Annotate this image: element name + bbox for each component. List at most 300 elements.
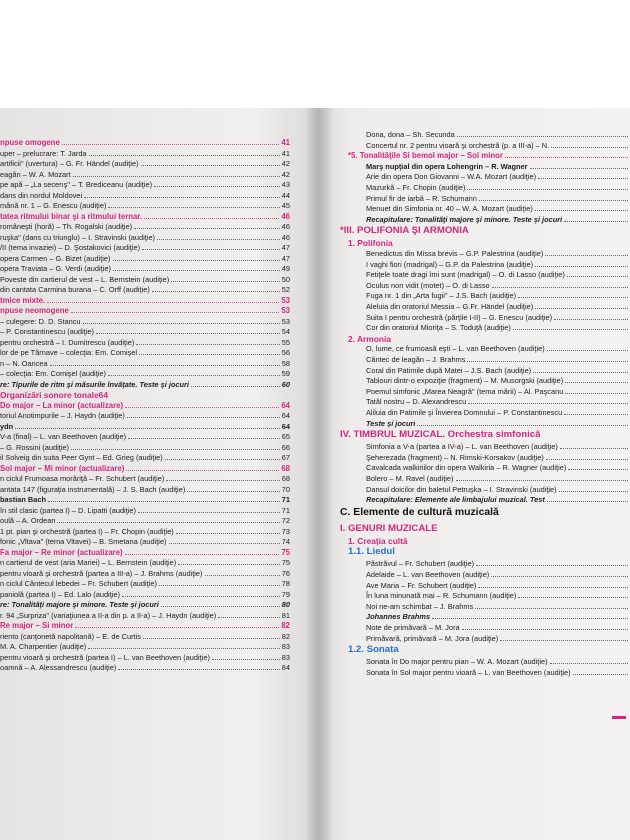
entry-page-number: 65 <box>281 432 290 441</box>
right-lines-entry <box>366 387 630 397</box>
right-lines-entry <box>366 302 630 312</box>
leader-dots <box>89 155 280 156</box>
right-lines-entry <box>366 495 630 505</box>
entry-page-number: 75 <box>281 547 290 557</box>
entry-title: 1.2. Sonata <box>348 644 399 656</box>
left-lines-entry <box>0 642 290 652</box>
entry-title: bastian Bach <box>0 495 47 504</box>
entry-title: opera Traviata – G. Verdi (audiţie) <box>0 264 111 273</box>
entry-title: Bolero – M. Ravel (audiţie) <box>366 474 454 483</box>
entry-title: Primăvară, primăvară – M. Jora (audiţie) <box>366 633 499 643</box>
entry-title: ruşka" (dans cu triunglu) – I. Stravinski (audiţie) <box>0 232 156 242</box>
leader-dots <box>118 669 280 670</box>
leader-dots <box>538 178 628 179</box>
left-lines-entry <box>0 170 290 180</box>
leader-dots <box>128 438 280 439</box>
left-lines-entry <box>0 390 290 400</box>
right-lines-entry <box>366 141 630 151</box>
right-lines-entry <box>366 485 630 495</box>
entry-title: Mazurkă – Fr. Chopin (audiţie) <box>366 183 466 192</box>
leader-dots <box>71 312 279 313</box>
entry-title: Aleluia din oratoriul Messia – G.Fr. Händel (audiţie) <box>366 302 534 311</box>
entry-page-number: 44 <box>281 190 290 200</box>
entry-title: 2. Armonia <box>348 333 391 344</box>
leader-dots <box>73 176 280 177</box>
entry-title: pe apă – „La secerış" – T. Brediceanu (audiţie) <box>0 180 153 189</box>
leader-dots <box>125 407 279 408</box>
right-lines-entry <box>366 463 630 473</box>
left-lines-entry <box>0 369 290 379</box>
left-lines-entry <box>0 411 290 421</box>
entry-title: O, lume, ce frumoasă eşti – L. van Beethoven (audiţie) <box>366 344 545 354</box>
right-lines-entry <box>366 260 630 270</box>
entry-page-number: 66 <box>281 442 290 452</box>
leader-dots <box>535 210 628 211</box>
right-lines-entry <box>348 334 630 344</box>
right-lines-entry <box>366 291 630 301</box>
entry-title: I. GENURI MUZICALE <box>340 522 438 534</box>
entry-title: Cavalcada walkiriilor din opera Walkiria – R. Wagner (audiţie) <box>366 463 567 473</box>
leader-dots <box>535 266 628 267</box>
entry-title: Concertul nr. 2 pentru vioară şi orchestră (p. a III-a) – N. <box>366 140 550 150</box>
leader-dots <box>491 576 628 577</box>
leader-dots <box>165 459 280 460</box>
right-lines-entry <box>348 536 630 546</box>
leader-dots <box>417 425 628 426</box>
entry-page-number: 81 <box>281 610 290 620</box>
leader-dots <box>166 480 279 481</box>
leader-dots <box>122 596 280 597</box>
left-lines-entry <box>0 632 290 642</box>
entry-title: Poemul simfonic „Marea Neagră" (tema mării) – Al. Paşcanu <box>366 386 564 396</box>
entry-page-number: 59 <box>281 369 290 378</box>
leader-dots <box>457 136 628 137</box>
entry-title: artificii" (uvertura) – G. Fr. Händel (audiţie) <box>0 159 139 168</box>
left-lines-entry <box>0 348 290 358</box>
left-lines-entry <box>0 180 290 190</box>
entry-title: Re major – Si minor <box>0 621 74 630</box>
right-lines-entry <box>348 546 630 558</box>
entry-page-number: 68 <box>281 474 290 483</box>
entry-title: ydn <box>0 421 14 431</box>
leader-dots <box>518 597 628 598</box>
entry-page-number: 47 <box>281 253 290 263</box>
entry-page-number: 82 <box>281 631 290 641</box>
leader-dots <box>479 200 628 201</box>
left-lines-entry <box>0 590 290 600</box>
entry-page-number: 64 <box>98 390 108 400</box>
leader-dots <box>157 239 280 240</box>
entry-page-number: 42 <box>281 159 290 168</box>
leader-dots <box>468 403 628 404</box>
entry-title: 1.1. Liedul <box>348 546 395 558</box>
leader-dots <box>143 638 280 639</box>
leader-dots <box>191 386 280 387</box>
entry-page-number: 53 <box>281 316 290 326</box>
leader-dots <box>559 491 628 492</box>
leader-dots <box>161 606 280 607</box>
right-lines-entry <box>340 523 630 535</box>
entry-title: Dona, dona – Sh. Secunda <box>366 130 455 139</box>
left-lines-entry <box>0 338 290 348</box>
entry-title: pentru vioară şi orchestră (partea a III-a) – J. Brahms (audiţie) <box>0 568 203 578</box>
leader-dots <box>134 228 280 229</box>
entry-title: tatea ritmului binar şi a ritmului ternar. <box>0 211 143 221</box>
entry-title: – colecţia: Em. Comişel (audiţie) <box>0 369 106 378</box>
right-lines-entry <box>366 668 630 678</box>
entry-page-number: 76 <box>281 568 290 578</box>
right-lines-entry <box>366 376 630 386</box>
entry-title: Benedictus din Missa brevis – G.P. Palestrina (audiţie) <box>366 249 544 258</box>
leader-dots <box>533 372 628 373</box>
leader-dots <box>567 276 628 277</box>
leader-dots <box>568 469 628 470</box>
left-lines-entry <box>0 296 290 306</box>
entry-title: il Solveig din suita Peer Gynt – Ed. Grieg (audiţie) <box>0 453 163 462</box>
left-lines-entry <box>0 621 290 631</box>
right-lines-entry <box>366 453 630 463</box>
entry-title: fonic „Vltava" (tema Vltavei) – B. Smetana (audiţie) <box>0 537 167 546</box>
entry-title: uper – prelucrare: T. Jarda <box>0 148 87 158</box>
entry-title: Tablouri dintr-o expoziţie (fragment) – M. Musorgski (audiţie) <box>366 376 564 386</box>
right-lines-entry <box>340 429 630 441</box>
entry-title: 1. Creaţia cultă <box>348 535 408 546</box>
leader-dots <box>554 319 628 320</box>
entry-page-number: 50 <box>281 274 290 284</box>
right-lines-entry <box>366 591 630 601</box>
entry-page-number: 56 <box>281 348 290 357</box>
left-lines-entry <box>0 474 290 484</box>
entry-page-number: 79 <box>281 589 290 599</box>
entry-title: npuse omogene <box>0 138 60 147</box>
right-lines-entry <box>366 623 630 633</box>
entry-title: pentru vioară şi orchestră (partea I) – L. van Beethoven (audiţie) <box>0 652 210 662</box>
right-lines-entry <box>366 581 630 591</box>
entry-title: oamnă – A. Alessandrescu (audiţie) <box>0 663 117 672</box>
leader-dots <box>218 617 280 618</box>
right-lines-entry <box>366 162 630 172</box>
left-lines-entry <box>0 495 290 505</box>
right-lines-entry <box>366 194 630 204</box>
leader-dots <box>141 165 280 166</box>
right-lines-entry <box>366 634 630 644</box>
leader-dots <box>456 480 629 481</box>
entry-title: n – N. Oancea <box>0 358 48 368</box>
leader-dots <box>478 587 628 588</box>
right-lines-entry <box>340 506 630 519</box>
left-lines-entry <box>0 422 290 432</box>
left-lines-entry <box>0 285 290 295</box>
left-lines-entry <box>0 264 290 274</box>
left-lines-entry <box>0 663 290 673</box>
left-lines-entry <box>0 327 290 337</box>
right-lines-entry <box>348 238 630 248</box>
leader-dots <box>547 350 628 351</box>
leader-dots <box>57 522 279 523</box>
entry-title: re: Tonalităţi majore şi minore. Teste şi jocuri <box>0 600 159 609</box>
entry-page-number: 54 <box>281 327 290 336</box>
entry-title: re: Tipurile de ritm şi măsurile învăţate. Teste şi jocuri <box>0 379 189 389</box>
entry-title: M. A. Charpentier (audiţie) <box>0 642 87 651</box>
entry-page-number: 55 <box>281 337 290 347</box>
leader-dots <box>178 564 280 565</box>
left-lines-entry <box>0 569 290 579</box>
entry-title: Suita I pentru orchestră (părţile I-II) – G. Enescu (audiţie) <box>366 312 553 322</box>
entry-title: 1. Polifonia <box>348 238 393 249</box>
leader-dots <box>564 414 628 415</box>
entry-page-number: 67 <box>281 453 290 462</box>
entry-title: Primul fir de iarbă – R. Schumann <box>366 193 477 203</box>
right-lines-entry <box>366 419 630 429</box>
left-lines-entry <box>0 464 290 474</box>
entry-title: antata 147 (figuraţia instrumentală) – J. S. Bach (audiţie) <box>0 484 186 494</box>
entry-title: Coral din Patimile după Matei – J.S. Bach (audiţie) <box>366 365 532 375</box>
leader-dots <box>88 648 280 649</box>
entry-title: În luna minunată mai – R. Schumann (audiţie) <box>366 591 517 601</box>
left-lines-entry <box>0 243 290 253</box>
left-lines-entry <box>0 611 290 621</box>
entry-title: Fuga nr. 1 din „Arta fugii" – J.S. Bach (audiţie) <box>366 291 517 301</box>
entry-title: – culegere: D. D. Stancu <box>0 316 81 326</box>
leader-dots <box>500 640 628 641</box>
leader-dots <box>462 629 628 630</box>
leader-dots <box>154 186 280 187</box>
entry-page-number: 46 <box>281 232 290 242</box>
entry-title: npuse neomogene <box>0 306 69 315</box>
entry-page-number: 47 <box>281 243 290 252</box>
right-lines-entry <box>366 559 630 569</box>
entry-page-number: 42 <box>281 169 290 179</box>
leader-dots <box>551 147 628 148</box>
leader-dots <box>565 382 628 383</box>
leader-dots <box>125 554 280 555</box>
leader-dots <box>467 361 628 362</box>
entry-title: – P. Constantinescu (audiţie) <box>0 327 94 336</box>
entry-page-number: 72 <box>281 516 290 525</box>
entry-title: Poveste din cartierul de vest – L. Bernstein (audiţie) <box>0 274 170 284</box>
entry-title: riento (canţonetă napolitană) – E. de Curtis <box>0 631 141 641</box>
entry-title: Păstrăvul – Fr. Schubert (audiţie) <box>366 559 475 569</box>
right-lines-entry <box>366 344 630 354</box>
right-lines-entry <box>366 602 630 612</box>
entry-page-number: 75 <box>281 558 290 567</box>
left-lines-entry <box>0 233 290 243</box>
leader-dots <box>108 375 280 376</box>
right-lines-entry <box>366 204 630 214</box>
entry-title: Cântec de leagăn – J. Brahms <box>366 355 466 364</box>
leader-dots <box>187 491 279 492</box>
entry-title: r. 94 „Surpriza" (variaţiunea a II-a din p. a II-a) – J. Haydn (audiţie) <box>0 610 217 620</box>
leader-dots <box>565 393 628 394</box>
right-lines-entry <box>366 281 630 291</box>
entry-title: Sonata în Sol major pentru vioară – L. van Beethoven (audiţie) <box>366 667 571 677</box>
left-lines-entry <box>0 548 290 558</box>
right-lines-entry <box>366 442 630 452</box>
entry-title: C. Elemente de cultură muzicală <box>340 506 499 518</box>
left-lines-entry <box>0 443 290 453</box>
left-lines-entry <box>0 453 290 463</box>
entry-title: Teste şi jocuri <box>366 418 416 428</box>
entry-title: pentru orchestră – I. Dumitrescu (audiţie) <box>0 337 135 347</box>
entry-title: Menuet din Simfonia nr. 40 – W. A. Mozart (audiţie) <box>366 204 533 214</box>
leader-dots <box>476 565 628 566</box>
left-lines-entry <box>0 485 290 495</box>
entry-title: 1 pt. pian şi orchestră (partea I) – Fr. Chopin (audiţie) <box>0 526 174 536</box>
entry-page-number: 53 <box>281 306 290 315</box>
leader-dots <box>47 302 279 303</box>
left-lines-entry <box>0 380 290 390</box>
leader-dots <box>546 459 628 460</box>
entry-title: Aliluia din Patimile şi Învierea Domnului – P. Constantinescu <box>366 408 563 417</box>
left-page <box>0 108 296 840</box>
entry-title: Do major – La minor (actualizare) <box>0 400 124 410</box>
entry-page-number: 82 <box>281 621 290 630</box>
entry-page-number: 71 <box>281 495 290 504</box>
right-lines-entry <box>348 151 630 161</box>
entry-page-number: 68 <box>281 463 290 473</box>
leader-dots <box>547 501 628 502</box>
entry-title: Johannes Brahms <box>366 612 431 622</box>
leader-dots <box>136 344 279 345</box>
entry-page-number: 83 <box>281 642 290 651</box>
entry-title: *5. Tonalităţile Si bemol major – Sol minor <box>348 151 503 161</box>
left-lines-entry <box>0 537 290 547</box>
left-lines-entry <box>0 432 290 442</box>
leader-dots <box>152 291 280 292</box>
entry-page-number: 74 <box>281 537 290 546</box>
leader-dots <box>492 287 628 288</box>
entry-title: româneşti (horă) – Th. Rogalski (audiţie) <box>0 222 133 231</box>
entry-title: eagăn – W. A. Mozart <box>0 169 71 179</box>
left-lines-entry <box>0 558 290 568</box>
entry-title: lor de pe Târnave – colecţia: Em. Comişel <box>0 348 138 357</box>
entry-title: Ave Maria – Fr. Schubert (audiţie) <box>366 580 477 590</box>
right-lines-entry <box>340 225 630 237</box>
right-lines-entry <box>366 313 630 323</box>
entry-page-number: 84 <box>281 663 290 672</box>
leader-dots <box>113 270 280 271</box>
entry-page-number: 64 <box>281 411 290 420</box>
entry-title: *III. POLIFONIA ŞI ARMONIA <box>340 225 469 237</box>
right-page <box>338 108 630 840</box>
entry-title: n cartierul de vest (aria Mariei) – L. Bernstein (audiţie) <box>0 558 177 567</box>
leader-dots <box>513 329 628 330</box>
left-lines-entry <box>0 600 290 610</box>
leader-dots <box>535 308 628 309</box>
entry-title: Adelaide – L. van Beethoven (audiţie) <box>366 570 490 579</box>
left-lines-entry <box>0 516 290 526</box>
leader-dots <box>126 470 279 471</box>
right-lines-entry <box>366 474 630 484</box>
leader-dots <box>505 157 628 158</box>
right-lines-entry <box>366 408 630 418</box>
entry-page-number: 83 <box>281 652 290 662</box>
right-lines-entry <box>366 612 630 622</box>
entry-title: tmice mixte. <box>0 295 46 305</box>
entry-title: n ciclul Frumoasa morăriţă – Fr. Schubert (audiţie) <box>0 474 165 483</box>
leader-dots <box>518 297 628 298</box>
entry-title: n ciclul Cântecul lebedei – Fr. Schubert (audiţie) <box>0 579 157 588</box>
left-lines-entry <box>0 527 290 537</box>
entry-title: I vaghi fiori (madrigal) – G.P. da Palestrina (audiţie) <box>366 259 534 269</box>
right-lines-entry <box>366 355 630 365</box>
leader-dots <box>113 260 280 261</box>
leader-dots <box>50 365 280 366</box>
right-lines-entry <box>366 323 630 333</box>
entry-title: Cor din oratoriul Mioriţa – S. Toduţă (audiţie) <box>366 323 511 333</box>
entry-page-number: 41 <box>281 138 290 147</box>
left-lines-entry <box>0 275 290 285</box>
entry-page-number: 49 <box>281 264 290 273</box>
leader-dots <box>169 543 280 544</box>
leader-dots <box>83 323 280 324</box>
leader-dots <box>176 533 280 534</box>
leader-dots <box>142 249 280 250</box>
left-lines-entry <box>0 191 290 201</box>
left-lines-entry <box>0 149 290 159</box>
leader-dots <box>127 417 280 418</box>
entry-page-number: 46 <box>281 222 290 231</box>
entry-page-number: 64 <box>281 400 290 410</box>
leader-dots <box>432 618 628 619</box>
entry-page-number: 60 <box>281 379 290 389</box>
leader-dots <box>138 512 280 513</box>
leader-dots <box>139 354 280 355</box>
entry-title: Dansul doicilor din baletul Petruşka – I. Stravinski (audiţie) <box>366 484 557 494</box>
entry-title: Noi ne-am schimbat – J. Brahms <box>366 601 474 611</box>
entry-page-number: 58 <box>281 358 290 368</box>
entry-title: Organizări sonore tonale <box>0 390 99 400</box>
entry-page-number: 43 <box>281 180 290 189</box>
left-lines-entry <box>0 138 290 148</box>
right-lines-entry <box>366 130 630 140</box>
entry-title: – G. Rossini (audiţie) <box>0 442 70 452</box>
entry-title: Recapitulare: Elemente ale limbajului muzical. Test <box>366 495 545 505</box>
leader-dots <box>62 144 280 145</box>
right-lines-entry <box>366 657 630 667</box>
entry-page-number: 45 <box>281 201 290 210</box>
right-lines-entry <box>366 215 630 225</box>
entry-title: toriul Anotimpurile – J. Haydn (audiţie) <box>0 411 125 420</box>
leader-dots <box>48 501 280 502</box>
entry-title: Sol major – Mi minor (actualizare) <box>0 463 125 473</box>
leader-dots <box>573 674 628 675</box>
leader-dots <box>15 428 280 429</box>
leader-dots <box>560 448 628 449</box>
entry-title: Marş nupţial din opera Lohengrin – R. Wagner <box>366 161 528 171</box>
entry-title: Simfonia a V-a (partea a IV-a) – L. van Beethoven (audiţie) <box>366 442 558 452</box>
leader-dots <box>475 608 628 609</box>
left-lines-entry <box>0 317 290 327</box>
leader-dots <box>108 207 279 208</box>
entry-title: V-a (final) – L. van Beethoven (audiţie) <box>0 432 127 441</box>
left-lines-entry <box>0 401 290 411</box>
leader-dots <box>550 663 628 664</box>
leader-dots <box>530 168 628 169</box>
entry-title: opera Carmen – G. Bizet (audiţie) <box>0 253 111 263</box>
entry-title: Oculus non vidit (motet) – O. di Lasso <box>366 280 490 290</box>
entry-page-number: 78 <box>281 579 290 588</box>
leader-dots <box>171 281 280 282</box>
entry-page-number: 70 <box>281 484 290 494</box>
entry-title: dans din nordul Moldovei <box>0 190 83 200</box>
entry-page-number: 52 <box>281 285 290 294</box>
entry-title: în stil clasic (partea I) – D. Lipatti (audiţie) <box>0 505 136 515</box>
right-lines-entry <box>366 172 630 182</box>
right-lines-entry <box>366 183 630 193</box>
entry-title: paniolă (partea I) – Ed. Lalo (audiţie) <box>0 589 120 599</box>
left-lines-entry <box>0 653 290 663</box>
